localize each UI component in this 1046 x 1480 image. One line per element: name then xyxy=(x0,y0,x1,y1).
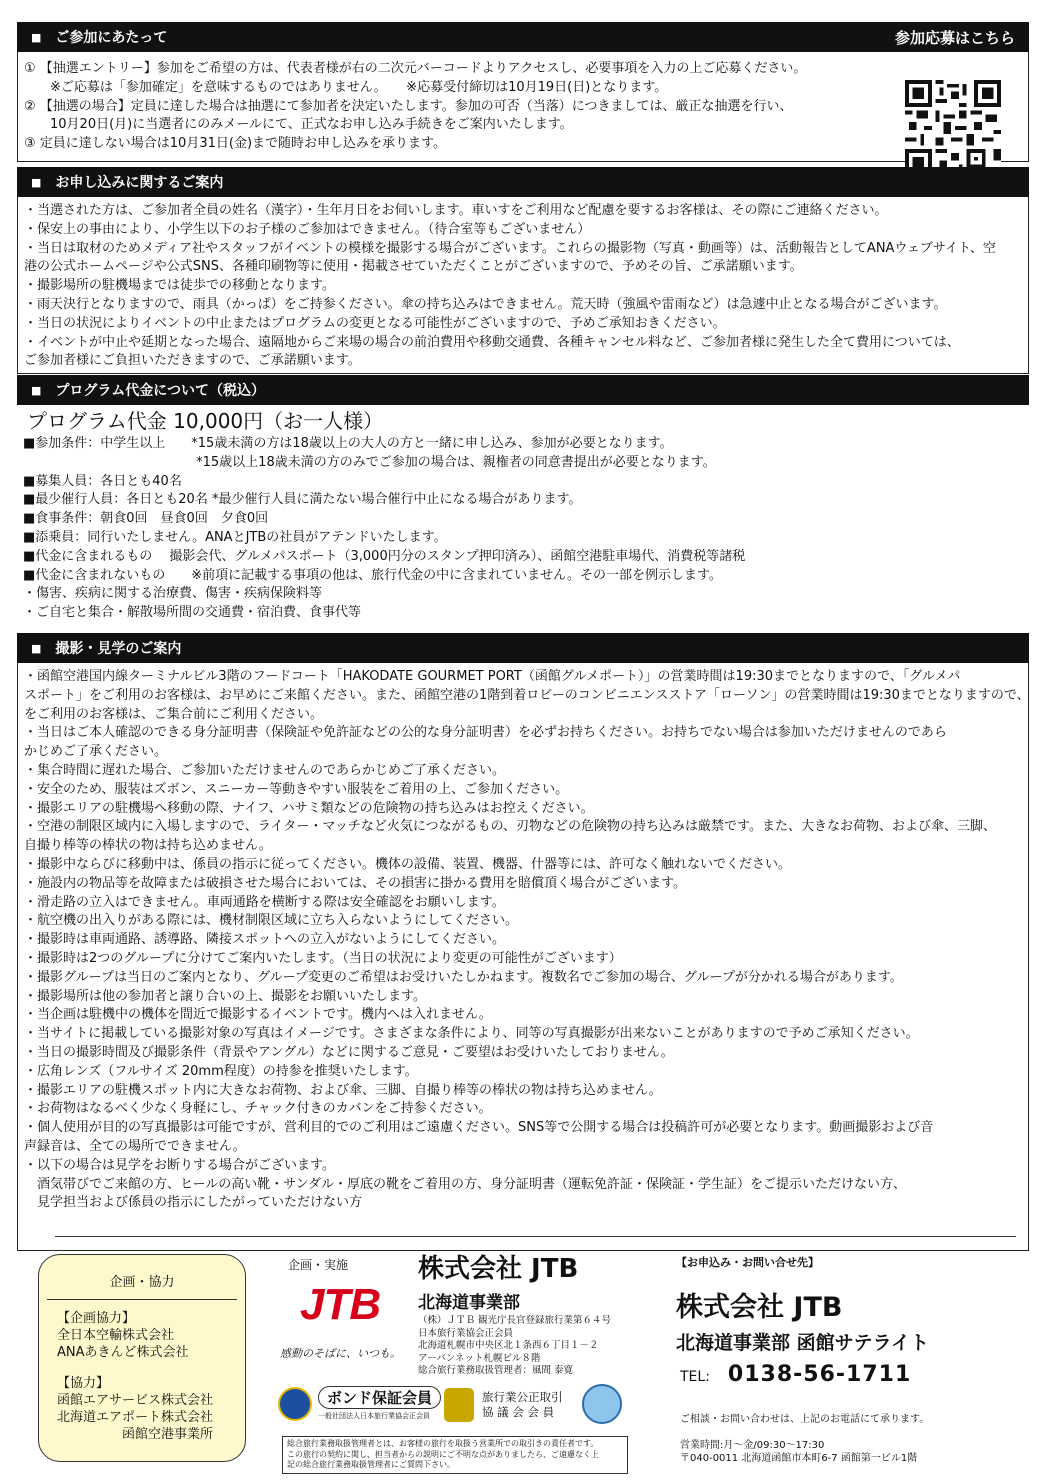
square-icon: ■ xyxy=(31,175,42,189)
photo-line: ・施設内の物品等を故障または破損させた場合においては、その損害に掛かる費用を賠償頂く場合がございます。 xyxy=(24,875,686,891)
photo-line: ・当企画は駐機中の機体を間近で撮影するイベントです。機内へは入れません。 xyxy=(24,1007,492,1023)
participation-line: ① 【抽選エントリー】参加をご希望の方は、代表者様が右の二次元バーコードよりアクセスし、必要事項を入力の上ご応募ください。 xyxy=(24,61,807,76)
tel-number[interactable]: 0138-56-1711 xyxy=(727,1362,912,1387)
contact-division: 北海道事業部 函館サテライト xyxy=(676,1332,930,1354)
price-header-label: プログラム代金について（税込） xyxy=(55,383,265,399)
plan-label: 企画・実施 xyxy=(288,1258,349,1272)
bond-sub: 一般社団法人日本旅行業協会正会員 xyxy=(318,1412,430,1420)
price-title: プログラム代金 10,000円（お一人様） xyxy=(27,409,384,433)
photo-line: ・安全のため、服装はズボン、スニーカー等動きやすい服装をご着用の上、ご参加ください。 xyxy=(24,781,569,797)
cooperation-line: 全日本空輸株式会社 xyxy=(57,1328,175,1343)
price-line: ■代金に含まれるもの 撮影会代、グルメパスポート（3,000円分のスタンプ押印済み）、函館空港駐車場代、消費税等諸税 xyxy=(23,548,746,564)
notice-line: 記の総合旅行業務取扱管理者にご質問下さい。 xyxy=(287,1460,455,1469)
application-line: ご参加者様にご負担いただきますので、ご承諾願います。 xyxy=(24,353,361,369)
photo-line: ・当サイトに掲載している撮影対象の写真はイメージです。さまざまな条件により、同等の写真撮影が出来ないことがありますので予めご承知ください。 xyxy=(24,1026,919,1042)
cooperation-line: 北海道エアポート株式会社 xyxy=(57,1410,214,1425)
company-detail-line: 北海道札幌市中央区北１条西６丁目１－２ xyxy=(418,1340,599,1351)
photo-line: 見学担当および係員の指示にしたがっていただけない方 xyxy=(24,1195,363,1211)
bond-badge xyxy=(278,1386,441,1421)
division-name: 北海道事業部 xyxy=(418,1293,520,1313)
photo-line: 酒気帯びでご来館の方、ヒールの高い靴・サンダル・厚底の靴をご着用の方、身分証明書（運転免許証・保険証・学生証）をご提示いただけない方、 xyxy=(24,1176,907,1192)
photo-header-label: 撮影・見学のご案内 xyxy=(55,641,182,657)
footer-divider xyxy=(55,1236,1016,1237)
photo-line: ・当日はご本人確認のできる身分証明書（保険証や免許証などの公的な身分証明書）を必ずお持ちください。お持ちでない場合は参加いただけませんのであら xyxy=(24,725,947,741)
photo-line: 自撮り棒等の棒状の物は持ち込めません。 xyxy=(24,838,272,854)
application-body xyxy=(17,197,1029,374)
company-detail-line: アーバンネット札幌ビル８階 xyxy=(418,1352,541,1364)
company-detail-line: 総合旅行業務取扱管理者：風間 泰寛 xyxy=(418,1365,574,1376)
application-line: ・イベントが中止や延期となった場合、遠隔地からご来場の場合の前泊費用や移動交通費、各種キャンセル料など、ご参加者様に発生した全て費用については、 xyxy=(24,334,960,350)
company-detail-line: （株）ＪＴＢ 観光庁長官登録旅行業第６４号 xyxy=(418,1315,612,1326)
contact-tel xyxy=(680,1362,911,1387)
square-icon: ■ xyxy=(31,383,42,397)
application-section xyxy=(17,167,1029,374)
application-line: ・撮影場所の駐機場までは徒歩での移動となります。 xyxy=(24,278,335,294)
participation-body xyxy=(17,52,1029,162)
photo-line: ・空港の制限区域内に入場しますので、ライター・マッチなど火気につながるもの、刃物などの危険物の持ち込みは厳禁です。また、大きなお荷物、および傘、三脚、 xyxy=(24,819,997,835)
cooperation-line: 【企画協力】 xyxy=(57,1311,136,1326)
participation-line: 10月20日(月)に当選者にのみメールにて、正式なお申し込み手続きをご案内いたします。 xyxy=(24,117,573,133)
contact-address: 〒040-0011 北海道函館市本町6-7 函館第一ビル1階 xyxy=(680,1453,918,1464)
square-icon: ■ xyxy=(31,30,42,44)
cooperation-line xyxy=(39,1361,245,1375)
cooperation-line: 函館空港事業所 xyxy=(57,1427,214,1442)
cooperation-line: ANAあきんど株式会社 xyxy=(57,1345,189,1360)
photo-line: かじめご了承ください。 xyxy=(24,744,168,760)
photo-body xyxy=(17,663,1029,1251)
application-line: ・当選された方は、ご参加者全員の姓名（漢字）・生年月日をお伺いします。車いすをご利用など配慮を要するお客様は、その際にご連絡ください。 xyxy=(24,203,888,218)
application-line: ・当日は取材のためメディア社やスタッフがイベントの模様を撮影する場合がございます。これらの撮影物（写真・動画等）は、活動報告としてANAウェブサイト、空 xyxy=(24,240,996,256)
participation-header xyxy=(17,22,1029,52)
fair-trade-line: 協 議 会 会 員 xyxy=(482,1405,555,1419)
photo-header xyxy=(17,633,1029,663)
photo-line: ・広角レンズ（フルサイズ 20mm程度）の持参を推奨いたします。 xyxy=(24,1063,418,1079)
photo-line: ・撮影場所は他の参加者と譲り合いの上、撮影をお願いいたします。 xyxy=(24,988,426,1004)
notice-line: 総合旅行業務取扱管理者とは、お客様の旅行を取扱う営業所での取引きの責任者です。 xyxy=(287,1439,599,1448)
price-line: ■参加条件：中学生以上 *15歳未満の方は18歳以上の大人の方と一緒に申し込み、参加が必要となります。 xyxy=(23,436,673,451)
photo-line: ・お荷物はなるべく少なく身軽にし、チャック付きのカバンをご持参ください。 xyxy=(24,1101,492,1117)
participation-line: ③ 定員に達しない場合は10月31日(金)まで随時お申し込みを承ります。 xyxy=(24,136,446,152)
price-line: ■募集人員：各日とも40名 xyxy=(23,473,182,489)
price-line: ■食事条件：朝食0回 昼食0回 夕食0回 xyxy=(23,511,269,527)
photo-line: ・航空機の出入りがある際には、機材制限区域に立ち入らないようにしてください。 xyxy=(24,913,519,929)
contact-title: 【お申込み・お問い合せ先】 xyxy=(676,1256,819,1269)
apply-link[interactable]: 参加応募はこちら xyxy=(894,28,1015,47)
privacy-mark-icon xyxy=(582,1384,622,1424)
photo-line: ・撮影エリアの駐機場へ移動の際、ナイフ、ハサミ類などの危険物の持ち込みはお控えください。 xyxy=(24,800,594,816)
price-line: ■最少催行人員：各日とも20名 *最少催行人員に満たない場合催行中止になる場合があります。 xyxy=(23,492,582,508)
application-line: 港の公式ホームページや公式SNS、各種印刷物等に使用・掲載させていただくことがございますので、予めその旨、ご承諾願います。 xyxy=(24,259,803,275)
bond-label: ボンド保証会員 xyxy=(318,1386,441,1409)
price-line: *15歳以上18歳未満の方のみでご参加の場合は、親権者の同意書提出が必要となります。 xyxy=(23,454,716,470)
photo-line: ・以下の場合は見学をお断りする場合がございます。 xyxy=(24,1157,335,1173)
company-detail-line: 日本旅行業協会正会員 xyxy=(418,1327,514,1339)
qr-code-icon[interactable] xyxy=(905,80,1001,176)
jata-seal-icon xyxy=(278,1387,312,1421)
photo-line: ・撮影中ならびに移動中は、係員の指示に従ってください。機体の設備、装置、機器、什器等には、許可なく触れないでください。 xyxy=(24,856,792,872)
contact-company: 株式会社 JTB xyxy=(676,1292,843,1323)
price-header xyxy=(17,375,1029,405)
photo-line: ・撮影時は2つのグループに分けてご案内いたします。（当日の状況により変更の可能性がございます） xyxy=(24,950,622,966)
photo-line: スポート」をご利用のお客様は、お早めにご来館ください。また、函館空港の1階到着ロビーのコンビニエンスストア「ローソン」の営業時間は19:30までとなりますので、 xyxy=(24,687,1030,703)
price-section xyxy=(17,375,1029,627)
cooperation-divider xyxy=(47,1299,237,1300)
photo-line: ・個人使用が目的の写真撮影は可能ですが、営利目的でのご利用はご遠慮ください。SNS等で公開する場合は投稿許可が必要となります。動画撮影および音 xyxy=(24,1120,934,1136)
application-line: ・保安上の事由により、小学生以下のお子様のご参加はできません。（待合室等もございません） xyxy=(24,221,591,237)
photo-section xyxy=(17,633,1029,1251)
application-line: ・雨天決行となりますので、雨具（かっぱ）をご持参ください。傘の持ち込みはできません。荒天時（強風や雷雨など）は急遽中止となる場合がございます。 xyxy=(24,296,947,312)
cooperation-line: 函館エアサービス株式会社 xyxy=(57,1393,214,1408)
photo-line: をご利用のお客様は、ご集合前にご利用ください。 xyxy=(24,706,324,722)
fair-trade-line: 旅行業公正取引 xyxy=(482,1390,563,1404)
participation-section xyxy=(17,22,1029,162)
price-line: ■代金に含まれないもの ※前項に記載する事項の他は、旅行代金の中に含まれていません。その一部を例示します。 xyxy=(23,567,722,583)
application-header-label: お申し込みに関するご案内 xyxy=(55,175,224,191)
jtb-logo: JTB xyxy=(300,1280,381,1329)
cooperation-box xyxy=(38,1254,246,1462)
cooperation-title: 企画・協力 xyxy=(109,1275,175,1290)
participation-header-label: ご参加にあたって xyxy=(55,30,168,46)
fair-trade-seal-icon xyxy=(444,1388,474,1422)
business-hours: 営業時間:月～金/09:30～17:30 xyxy=(680,1440,825,1451)
price-body xyxy=(17,405,1029,627)
company-details xyxy=(418,1315,611,1378)
participation-line: ※ご応募は「参加確定」を意味するものではありません。 ※応募受付締切は10月19日(日)となります。 xyxy=(24,79,668,95)
photo-line: ・函館空港国内線ターミナルビル3階のフードコート「HAKODATE GOURMET PORT（函館グルメポート）」の営業時間は19:30までとなりますので、「グルメパ xyxy=(24,669,961,684)
photo-line: ・当日の撮影時間及び撮影条件（背景やアングル）などに関するご意見・ご要望はお受けいたしておりません。 xyxy=(24,1044,674,1060)
price-line: ・ご自宅と集合・解散場所間の交通費・宿泊費、食事代等 xyxy=(23,605,362,621)
contact-note: ご相談・お問い合わせは、上記のお電話にて承ります。 xyxy=(680,1414,930,1425)
photo-line: ・撮影時は車両通路、誘導路、隣接スポットへの立入がないようにしてください。 xyxy=(24,932,506,948)
photo-line: ・撮影エリアの駐機スポット内に大きなお荷物、および傘、三脚、自撮り棒等の棒状の物は持ち込めません。 xyxy=(24,1082,662,1098)
photo-line: 声録音は、全ての場所でできません。 xyxy=(24,1138,246,1154)
tel-label: TEL: xyxy=(680,1369,710,1385)
company-name: 株式会社 JTB xyxy=(418,1254,579,1284)
application-header xyxy=(17,167,1029,197)
fair-trade-label xyxy=(482,1390,563,1420)
price-line: ・傷害、疾病に関する治療費、傷害・疾病保険料等 xyxy=(23,586,323,602)
photo-line: ・撮影グループは当日のご案内となり、グループ変更のご希望はお受けいたしかねます。複数名でご参加の場合、グループが分かれる場合があります。 xyxy=(24,969,903,985)
square-icon: ■ xyxy=(31,641,42,655)
notice-line: この旅行の契約に関し、担当者からの説明にご不明な点がありましたら、ご遠慮なく上 xyxy=(287,1449,599,1459)
manager-notice xyxy=(282,1436,628,1474)
application-line: ・当日の状況によりイベントの中止またはプログラムの変更となる可能性がございますので、予めご承知おきください。 xyxy=(24,315,726,331)
photo-line: ・集合時間に遅れた場合、ご参加いただけませんのであらかじめご了承ください。 xyxy=(24,762,506,778)
price-line: ■添乗員：同行いたしません。ANAとJTBの社員がアテンドいたします。 xyxy=(23,529,447,545)
cooperation-line: 【協力】 xyxy=(57,1376,110,1391)
participation-line: ② 【抽選の場合】定員に達した場合は抽選にて参加者を決定いたします。参加の可否（当落）につきましては、厳正な抽選を行い、 xyxy=(24,98,793,114)
tagline: 感動のそばに、いつも。 xyxy=(280,1347,401,1360)
photo-line: ・滑走路の立入はできません。車両通路を横断する際は安全確認をお願いします。 xyxy=(24,894,505,910)
